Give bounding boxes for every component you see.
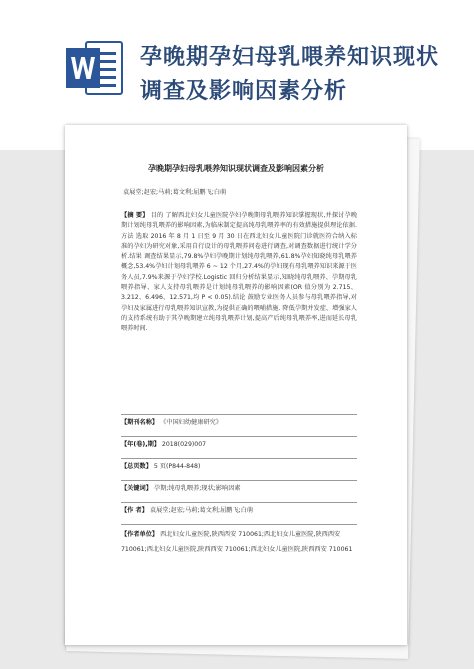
divider [121, 524, 357, 525]
meta-volume [121, 440, 357, 450]
document-page [65, 125, 407, 645]
meta-value: 2018(029)007 [161, 441, 207, 448]
meta-label: 【关键词】 [121, 485, 152, 492]
meta-journal [121, 418, 357, 428]
meta-value: 孕期;纯母乳喂养;现状;影响因素 [153, 485, 241, 492]
document-authors: 袁展堂;赵宏;马莉;葛文利;屈鹏飞;白萌 [123, 189, 227, 196]
divider [121, 436, 357, 437]
divider [121, 458, 357, 459]
divider [121, 502, 357, 503]
meta-label: 【作者单位】 [121, 531, 159, 538]
meta-value: 5 页(P844-848) [153, 463, 201, 470]
abstract-label: 【摘 要】 [121, 212, 149, 219]
meta-label: 【期刊名称】 [121, 419, 159, 426]
meta-authors [121, 506, 357, 516]
meta-value: 袁展堂;赵宏;马莉;葛文利;屈鹏飞;白萌 [149, 507, 254, 514]
meta-label: 【年(卷),期】 [121, 441, 160, 448]
meta-label: 【作 者】 [121, 507, 148, 514]
meta-keywords [121, 484, 357, 494]
meta-label: 【总页数】 [121, 463, 152, 470]
word-document-icon [66, 38, 124, 98]
divider [121, 480, 357, 481]
meta-pages [121, 462, 357, 472]
abstract-text: 目的 了解西北妇女儿童医院孕妇孕晚期母乳喂养知识掌握现状,并探讨孕晚期计划纯母乳喂养的影响因素,为临床制定提高纯母乳喂养率的有效措施提供理论依据.方法 选取 2016 年 8 月 1 日至 9 月 30 日在西北妇女儿童医院门诊就医符合纳入标准的孕妇为研究对象,采用自行设计的母乳喂养问卷进行调查,对调查数据进行统计学分析.结果 调查结果显示,79.8%孕妇孕晚期计划纯母乳喂养,61.8%孕妇知晓纯母乳喂养概念,53.4%孕妇计划母乳喂养 6 ~ 12 个月,27.4%的孕妇现有母乳喂养知识来源于医务人员,7.9%来源于孕妇学校.Logistic 回归分析结果显示,知晓纯母乳喂养、孕期母乳喂养指导、家人支持母乳喂养是计划纯母乳喂养的影响因素(OR 值分别为 2.715、3.212、6.496、12.571,均 P < 0.05).结论 鼓励专业医务人员参与母乳喂养指导,对孕妇及家属进行母乳喂养知识宣教,为提供正确的喂哺措施. 降低孕期并发症、增强家人的支持系统有助于其孕晚期建立纯母乳喂养计划,提高产后纯母乳喂养率,进而延长母乳喂养时间. [121, 212, 358, 333]
document-title: 孕晚期孕妇母乳喂养知识现状调查及影响因素分析 [148, 164, 324, 173]
header [0, 0, 474, 130]
divider [121, 414, 357, 415]
page-title-line-2: 调查及影响因素分析 [140, 79, 348, 104]
meta-value: 《中国妇幼健康研究》 [160, 419, 222, 426]
abstract [121, 211, 357, 335]
meta-affiliation [121, 528, 357, 557]
page-title-line-1: 孕晚期孕妇母乳喂养知识现状 [140, 45, 440, 70]
meta-value: 西北妇女儿童医院,陕西西安 710061;西北妇女儿童医院,陕西西安 710061;西北妇女儿童医院,陕西西安 710061;西北妇女儿童医院,陕西西安 710061 [121, 531, 353, 553]
